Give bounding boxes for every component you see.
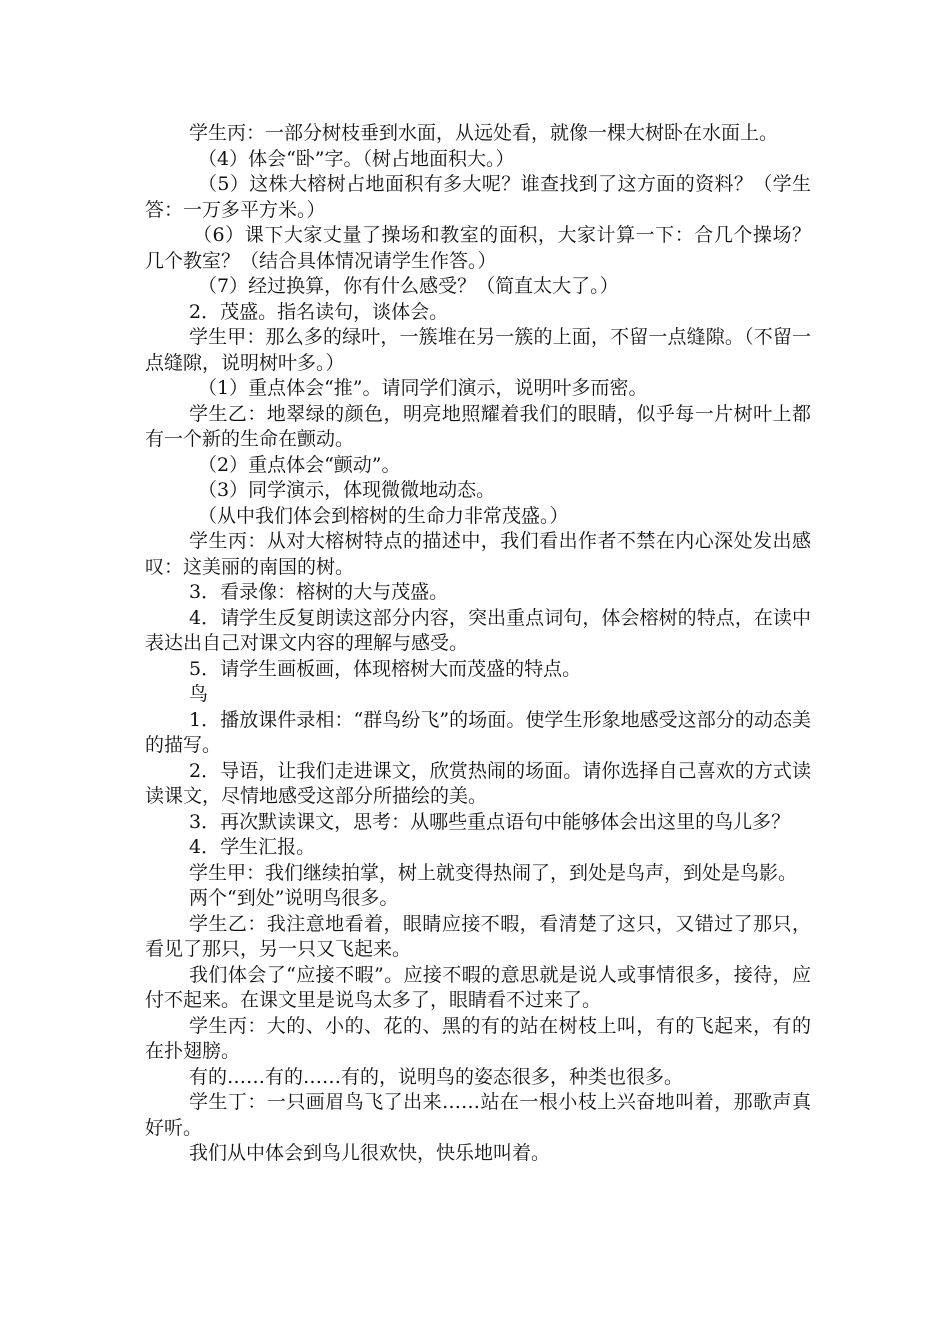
paragraph: 学生丙：一部分树枝垂到水面，从远处看，就像一棵大树卧在水面上。 [189,122,779,144]
paragraph: 学生乙：地翠绿的颜色，明亮地照耀着我们的眼睛，似乎每一片树叶上都有一个新的生命在颤动。 [145,402,811,450]
paragraph: （4）体会“卧”字。（树占地面积大。） [198,147,515,170]
paragraph: 2．茂盛。指名读句，谈体会。 [189,300,449,323]
paragraph: 我们体会了“应接不暇”。应接不暇的意思就是说人或事情很多，接待，应付不起来。在课文里是说鸟太多了，眼睛看不过来了。 [145,963,811,1011]
paragraph: 3．看录像：榕树的大与茂盛。 [189,581,449,603]
paragraph: 有的……有的……有的，说明鸟的姿态很多，种类也很多。 [189,1065,684,1088]
paragraph: （6）课下大家丈量了操场和教室的面积，大家计算一下：合几个操场？几个教室？（结合具体情况请学生作答。） [145,224,811,272]
paragraph: 5．请学生画板画，体现榕树大而茂盛的特点。 [189,657,582,680]
paragraph: 1．播放课件录相：“群鸟纷飞”的场面。使学生形象地感受这部分的动态美的描写。 [145,708,811,756]
section-heading: 鸟 [189,683,209,705]
paragraph: 学生丙：大的、小的、花的、黑的有的站在树枝上叫，有的飞起来，有的在扑翅膀。 [145,1014,811,1062]
paragraph: （2）重点体会“颤动”。 [198,453,401,476]
paragraph: 4．请学生反复朗读这部分内容，突出重点词句，体会榕树的特点，在读中表达出自己对课文内容的理解与感受。 [145,606,811,654]
paragraph: （7）经过换算，你有什么感受？（简直太大了。） [198,275,619,297]
paragraph: （1）重点体会“推”。请同学们演示，说明叶多而密。 [198,377,648,399]
document-body [145,121,811,1167]
paragraph: 我们从中体会到鸟儿很欢快，快乐地叫着。 [189,1142,551,1164]
paragraph: 2．导语，让我们走进课文，欣赏热闹的场面。请你选择自己喜欢的方式读读课文，尽情地感受这部分所描绘的美。 [145,759,811,807]
paragraph: 3．再次默读课文，思考：从哪些重点语句中能够体会出这里的鸟儿多？ [189,810,791,833]
paragraph: （从中我们体会到榕树的生命力非常茂盛。） [198,504,569,527]
paragraph: 学生丁：一只画眉鸟飞了出来……站在一根小枝上兴奋地叫着，那歌声真好听。 [145,1091,811,1139]
paragraph: （3）同学演示，体现微微地动态。 [198,479,496,501]
paragraph: 学生甲：我们继续拍掌，树上就变得热闹了，到处是鸟声，到处是鸟影。 [189,861,798,884]
paragraph: （5）这株大榕树占地面积有多大呢？谁查找到了这方面的资料？（学生答：一万多平方米。） [145,173,811,221]
paragraph: 4．学生汇报。 [189,836,316,858]
paragraph: 学生乙：我注意地看着，眼睛应接不暇，看清楚了这只，又错过了那只，看见了那只，另一只又飞起来。 [145,912,811,960]
paragraph: 两个“到处”说明鸟很多。 [189,887,399,909]
paragraph: 学生甲：那么多的绿叶，一簇堆在另一簇的上面，不留一点缝隙。（不留一点缝隙，说明树叶多。） [145,326,811,374]
paragraph: 学生丙：从对大榕树特点的描述中，我们看出作者不禁在内心深处发出感叹：这美丽的南国的树。 [145,530,811,578]
